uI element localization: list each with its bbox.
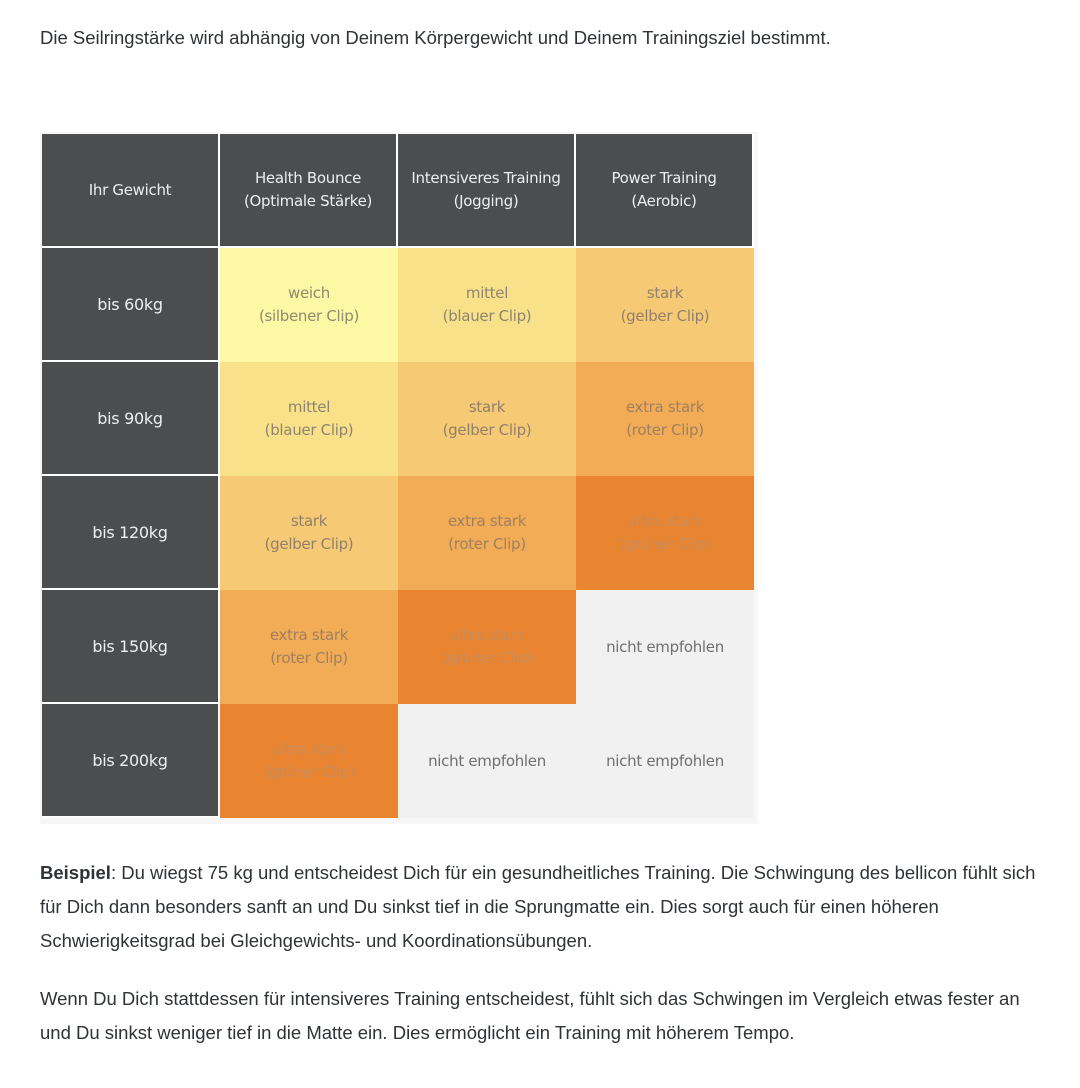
cell-strength: nicht empfohlen [606,751,724,770]
row-weight-90: bis 90kg [42,362,220,476]
table-cell [576,362,754,476]
cell-strength: ultra stark [627,512,703,530]
table-cell [220,590,398,704]
cell-clip: (silbener Clip) [258,307,360,325]
table-cell [398,248,576,362]
table-cell [576,590,754,704]
clip-strength-table [40,132,758,824]
cell-strength: stark [290,512,328,530]
header-sublabel: (Optimale Stärke) [243,192,373,210]
example-text: : Du wiegst 75 kg und entscheidest Dich für ein gesundheitliches Training. Die Schwingung des bellicon fühlt sich für Dich dann besonders sanft an und Du sinkst tief in die Sprungmatte ein. Dies sorgt auch für einen höheren Schwierigkeitsgrad bei Gleichgewichts- und Koordinationsübungen. [40,862,1036,951]
row-weight-60: bis 60kg [42,248,220,362]
clip-strength-grid [42,134,754,818]
cell-strength: extra stark [447,512,527,530]
cell-strength: nicht empfohlen [428,751,546,770]
table-cell [220,704,398,818]
table-cell [220,476,398,590]
table-cell [576,704,754,818]
header-sublabel: (Aerobic) [631,192,697,210]
cell-clip: (grüner Clip) [263,763,355,781]
table-cell [576,476,754,590]
cell-strength: ultra stark [449,626,525,644]
cell-strength: nicht empfohlen [606,637,724,656]
row-weight-120: bis 120kg [42,476,220,590]
table-cell [398,590,576,704]
intro-text: Die Seilringstärke wird abhängig von Deinem Körpergewicht und Deinem Trainingsziel bestimmt. [40,27,831,48]
header-sublabel: (Jogging) [453,192,519,210]
table-cell [398,476,576,590]
header-health-bounce [220,134,398,248]
table-cell [398,362,576,476]
header-label: Health Bounce [254,169,362,187]
header-intensive-training [398,134,576,248]
cell-clip: (gelber Clip) [620,307,710,325]
row-weight-150: bis 150kg [42,590,220,704]
cell-strength: mittel [287,398,331,416]
header-label: Intensiveres Training [411,169,561,187]
cell-strength: ultra stark [271,740,347,758]
paragraph-intensive: Wenn Du Dich stattdessen für intensiveres Training entscheidest, fühlt sich das Schwingen im Vergleich etwas fester an und Du sinkst weniger tief in die Matte ein. Dies ermöglicht ein Training mit höherem Tempo. [40,988,1020,1043]
table-cell [398,704,576,818]
cell-clip: (roter Clip) [626,421,704,439]
cell-clip: (gelber Clip) [442,421,532,439]
cell-clip: (blauer Clip) [264,421,354,439]
cell-clip: (roter Clip) [270,649,348,667]
table-cell [576,248,754,362]
header-power-training [576,134,754,248]
header-weight [42,134,220,248]
cell-clip: (grüner Clip) [441,649,533,667]
row-weight-200: bis 200kg [42,704,220,818]
cell-strength: stark [468,398,506,416]
table-cell [220,362,398,476]
table-cell [220,248,398,362]
cell-strength: stark [646,284,684,302]
cell-clip: (blauer Clip) [442,307,532,325]
cell-clip: (roter Clip) [448,535,526,553]
cell-strength: weich [288,284,330,302]
cell-clip: (gelber Clip) [264,535,354,553]
cell-strength: mittel [465,284,509,302]
cell-strength: extra stark [269,626,349,644]
header-label: Ihr Gewicht [88,180,172,199]
cell-clip: (grüner Clip) [619,535,711,553]
header-label: Power Training [611,169,717,187]
cell-strength: extra stark [625,398,705,416]
example-label: Beispiel [40,862,111,883]
example-paragraph [40,856,1050,958]
